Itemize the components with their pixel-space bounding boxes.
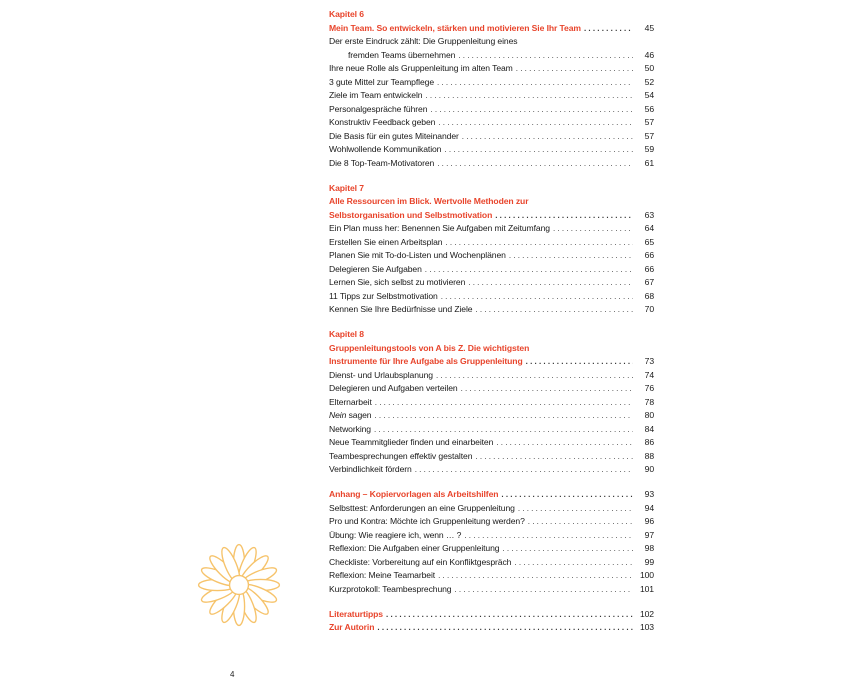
toc-entry[interactable] (329, 556, 654, 570)
toc-entry-title: Wohlwollende Kommunikation (329, 144, 442, 154)
dot-leader (437, 157, 633, 171)
dot-leader (514, 556, 633, 570)
toc-entry[interactable] (329, 290, 654, 304)
toc-entry-title: Der erste Eindruck zählt: Die Gruppenleitung eines (329, 36, 518, 46)
dot-leader (528, 515, 633, 529)
toc-page-number: 78 (644, 396, 654, 407)
toc-entry-title: Ein Plan muss her: Benennen Sie Aufgaben mit Zeitumfang (329, 223, 550, 233)
toc-page-number: 56 (644, 103, 654, 114)
dot-leader (374, 409, 633, 423)
toc-entry[interactable] (329, 263, 654, 277)
toc-page-number: 86 (644, 437, 654, 447)
toc-page-number: 66 (644, 263, 654, 274)
dot-leader (502, 542, 633, 556)
toc-entry[interactable] (329, 130, 654, 144)
toc-page-number: 103 (639, 622, 654, 632)
toc-entry[interactable] (329, 409, 654, 423)
toc-entry-title: Kennen Sie Ihre Bedürfnisse und Ziele (329, 304, 473, 314)
toc-entry[interactable] (329, 143, 654, 157)
dot-leader (425, 263, 633, 277)
toc-page-number: 45 (644, 22, 654, 33)
toc-entry-title: Übung: Wie reagiere ich, wenn … ? (329, 529, 462, 540)
dot-leader (375, 396, 633, 410)
toc-entry[interactable] (329, 49, 654, 63)
toc-entry-title: Die Basis für ein gutes Miteinander (329, 130, 459, 141)
toc-page-number: 93 (644, 489, 654, 499)
toc-page-number: 96 (644, 516, 654, 526)
dot-leader (437, 76, 633, 90)
page-number: 4 (230, 670, 235, 679)
toc-entry[interactable] (329, 103, 654, 117)
toc-entry[interactable] (329, 303, 654, 317)
dot-leader (441, 290, 633, 304)
dot-leader (458, 49, 633, 63)
dot-leader (444, 143, 633, 157)
toc-page-number: 66 (644, 250, 654, 260)
chapter-title-entry[interactable] (329, 209, 654, 223)
toc-entry[interactable] (329, 276, 654, 290)
toc-section (329, 8, 654, 170)
toc-entry[interactable] (329, 89, 654, 103)
toc-page-number: 90 (644, 464, 654, 474)
toc-entry-title: Personalgespräche führen (329, 103, 428, 114)
dot-leader (475, 303, 633, 317)
toc-page-number: 59 (644, 144, 654, 154)
toc-entry-title: Reflexion: Die Aufgaben einer Gruppenleitung (329, 543, 500, 553)
toc-entry[interactable] (329, 542, 654, 556)
toc-entry-title: Kurzprotokoll: Teambesprechung (329, 583, 452, 594)
toc-entry-title: Mein Team. So entwickeln, stärken und motivieren Sie Ihr Team (329, 22, 581, 33)
toc-entry[interactable] (329, 569, 654, 583)
toc-page-number: 74 (644, 369, 654, 380)
toc-page-number: 101 (639, 583, 654, 594)
dot-leader (518, 502, 633, 516)
toc-entry[interactable] (329, 116, 654, 130)
toc-entry[interactable] (329, 222, 654, 236)
toc-entry-title: Literaturtipps (329, 608, 383, 619)
toc-entry-title: 11 Tipps zur Selbstmotivation (329, 290, 438, 301)
chapter-title-entry[interactable] (329, 488, 654, 502)
chapter-title-entry[interactable] (329, 621, 654, 635)
toc-entry-title: Erstellen Sie einen Arbeitsplan (329, 236, 443, 247)
toc-page-number: 70 (644, 304, 654, 314)
toc-page-number: 73 (644, 356, 654, 366)
toc-entry[interactable] (329, 396, 654, 410)
dot-leader (445, 236, 633, 250)
toc-entry-title: Pro und Kontra: Möchte ich Gruppenleitung werden? (329, 516, 525, 526)
dot-leader (475, 450, 633, 464)
dot-leader (386, 608, 633, 622)
dot-leader (438, 569, 633, 583)
toc-page-number: 84 (644, 423, 654, 434)
dot-leader (501, 488, 633, 502)
toc-entry-title: Planen Sie mit To-do-Listen und Wochenplänen (329, 250, 506, 260)
toc-page-number: 102 (639, 608, 654, 619)
toc-page-number: 57 (644, 117, 654, 127)
toc-page-number: 94 (644, 502, 654, 513)
toc-entry-title: Anhang – Kopiervorlagen als Arbeitshilfen (329, 489, 499, 499)
toc-page-number: 54 (644, 90, 654, 100)
toc-page-number: 68 (644, 290, 654, 301)
toc-page-number: 76 (644, 383, 654, 393)
dot-leader (496, 436, 633, 450)
toc-entry-title: Ihre neue Rolle als Gruppenleitung im alten Team (329, 63, 513, 73)
toc-page-number: 57 (644, 130, 654, 141)
toc-page-number: 52 (644, 76, 654, 87)
toc-page-number: 50 (644, 63, 654, 73)
toc-entry-title: Konstruktiv Feedback geben (329, 117, 436, 127)
dot-leader (553, 222, 633, 236)
toc-entry-title (329, 409, 371, 423)
toc-entry[interactable] (329, 382, 654, 396)
toc-entry[interactable] (329, 583, 654, 597)
table-of-contents (329, 8, 654, 635)
toc-entry-title: Selbstorganisation und Selbstmotivation (329, 209, 493, 220)
toc-entry[interactable] (329, 76, 654, 90)
toc-entry[interactable] (329, 529, 654, 543)
dot-leader (526, 355, 633, 369)
toc-entry[interactable] (329, 35, 654, 49)
chapter-label: Kapitel 8 (329, 329, 364, 339)
dot-leader (430, 103, 633, 117)
toc-page-number: 61 (644, 157, 654, 168)
dot-leader (516, 62, 633, 76)
dot-leader (509, 249, 633, 263)
toc-entry-title: Elternarbeit (329, 396, 372, 407)
toc-entry-title-rest: sagen (346, 410, 372, 420)
toc-entry[interactable] (329, 450, 654, 464)
toc-entry-title: fremden Teams übernehmen (348, 49, 456, 60)
toc-entry[interactable] (329, 157, 654, 171)
toc-entry-title: Reflexion: Meine Teamarbeit (329, 570, 436, 580)
toc-entry[interactable] (329, 369, 654, 383)
toc-entry[interactable] (329, 62, 654, 76)
toc-entry-title-italic: Nein (329, 410, 347, 420)
toc-entry-title: Selbsttest: Anforderungen an eine Gruppenleitung (329, 502, 515, 513)
toc-section (329, 488, 654, 596)
toc-entry[interactable] (329, 502, 654, 516)
toc-page-number: 63 (644, 209, 654, 220)
toc-page-number: 100 (639, 570, 654, 580)
toc-entry-title: Neue Teammitglieder finden und einarbeiten (329, 437, 494, 447)
toc-entry-title: Instrumente für Ihre Aufgabe als Gruppenleitung (329, 356, 523, 366)
toc-section (329, 608, 654, 635)
dot-leader (374, 423, 633, 437)
toc-entry-title: Verbindlichkeit fördern (329, 464, 412, 474)
dot-leader (454, 583, 633, 597)
toc-entry-title: 3 gute Mittel zur Teampflege (329, 76, 434, 87)
toc-entry-title: Delegieren Sie Aufgaben (329, 263, 422, 274)
toc-page-number: 99 (644, 556, 654, 567)
dot-leader (495, 209, 633, 223)
toc-entry[interactable] (329, 515, 654, 529)
toc-entry-title: Teambesprechungen effektiv gestalten (329, 450, 473, 461)
toc-entry-title: Networking (329, 423, 371, 434)
toc-section (329, 328, 654, 477)
toc-entry[interactable] (329, 463, 654, 477)
toc-entry[interactable] (329, 249, 654, 263)
chapter-title-entry[interactable] (329, 355, 654, 369)
toc-entry-title: Checkliste: Vorbereitung auf ein Konfliktgespräch (329, 556, 512, 567)
toc-section (329, 182, 654, 317)
dot-leader (462, 130, 633, 144)
toc-entry[interactable] (329, 423, 654, 437)
toc-page-number: 88 (644, 450, 654, 461)
dot-leader (415, 463, 633, 477)
chapter-title-entry[interactable] (329, 22, 654, 36)
toc-entry[interactable] (329, 236, 654, 250)
toc-entry-title: Dienst- und Urlaubsplanung (329, 369, 433, 380)
chapter-title-entry[interactable] (329, 608, 654, 622)
toc-entry-title: Lernen Sie, sich selbst zu motivieren (329, 277, 466, 287)
dot-leader (436, 369, 633, 383)
toc-entry[interactable] (329, 436, 654, 450)
toc-entry-title: Die 8 Top-Team-Motivatoren (329, 157, 435, 168)
dot-leader (438, 116, 633, 130)
dot-leader (461, 382, 633, 396)
chapter-label: Kapitel 7 (329, 182, 364, 193)
toc-page-number: 46 (644, 49, 654, 60)
toc-entry-title: Delegieren und Aufgaben verteilen (329, 383, 458, 393)
toc-entry-title: Ziele im Team entwickeln (329, 90, 423, 100)
dot-leader (468, 276, 633, 290)
toc-page-number: 64 (644, 223, 654, 233)
toc-page-number: 65 (644, 236, 654, 247)
dot-leader (464, 529, 633, 543)
chapter-title: Gruppenleitungstools von A bis Z. Die wichtigsten (329, 342, 530, 353)
chapter-label: Kapitel 6 (329, 9, 364, 19)
daisy-flower-illustration (196, 542, 282, 628)
toc-page-number: 67 (644, 277, 654, 287)
dot-leader (425, 89, 633, 103)
toc-entry-title: Zur Autorin (329, 622, 375, 632)
toc-page-number: 97 (644, 529, 654, 540)
toc-page-number: 98 (644, 543, 654, 553)
dot-leader (584, 22, 633, 36)
dot-leader (377, 621, 633, 635)
chapter-title: Alle Ressourcen im Blick. Wertvolle Methoden zur (329, 196, 529, 206)
toc-page-number: 80 (644, 410, 654, 420)
